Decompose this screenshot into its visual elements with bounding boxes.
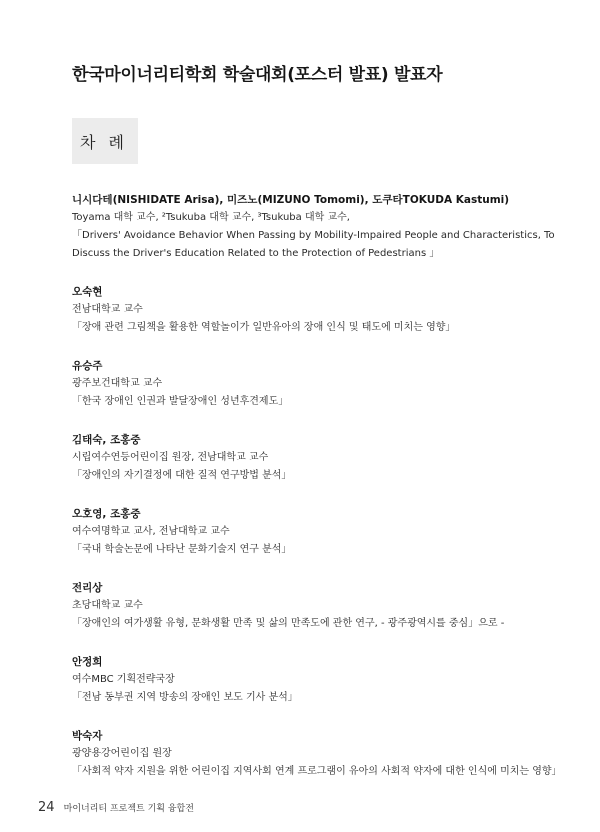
footer-text: 마이너리티 프로젝트 기획 융합전: [63, 804, 194, 814]
presenter-entry: [72, 506, 572, 559]
presenter-name: 전리상: [72, 582, 103, 594]
presenter-name: 유승주: [72, 360, 103, 372]
page-number: 24: [38, 800, 55, 815]
presentation-title: 「장애인의 자기결정에 대한 질적 연구방법 분석」: [72, 470, 292, 481]
presenter-affiliation: Toyama 대학 교수, ²Tsukuba 대학 교수, ³Tsukuba 대학 교수,: [72, 212, 350, 223]
presenter-name: 오호영, 조홍중: [72, 508, 141, 520]
presenter-affiliation: 전남대학교 교수: [72, 304, 143, 315]
presenter-affiliation: 초당대학교 교수: [72, 600, 143, 611]
presenter-list: [72, 192, 572, 802]
presenter-name: 오숙현: [72, 286, 103, 298]
page-title: 한국마이너리티학회 학술대회(포스터 발표) 발표자: [72, 65, 443, 85]
presentation-title: 「Drivers' Avoidance Behavior When Passing by Mobility-Impaired People and Characteristics, To Discuss the Driver's Education Related to the Protection of Pedestrians 」: [72, 230, 555, 259]
page-footer: [38, 796, 194, 815]
presenter-entry: [72, 432, 572, 485]
presenter-affiliation: 여수여명학교 교사, 전남대학교 교수: [72, 526, 230, 537]
presenter-name: 박숙자: [72, 730, 103, 742]
presentation-title: 「장애 관련 그림책을 활용한 역할놀이가 일반유아의 장애 인식 및 태도에 미치는 영향」: [72, 322, 456, 333]
presentation-title: 「전남 동부권 지역 방송의 장애인 보도 기사 분석」: [72, 692, 298, 703]
presentation-title: 「장애인의 여가생활 유형, 문화생활 만족 및 삶의 만족도에 관한 연구, - 광주광역시를 중심」으로 -: [72, 618, 505, 629]
presenter-affiliation: 시립여수연등어린이집 원장, 전남대학교 교수: [72, 452, 269, 463]
presentation-title: 「국내 학술논문에 나타난 문화기술지 연구 분석」: [72, 544, 292, 555]
presenter-entry: [72, 728, 572, 781]
presenter-entry: [72, 192, 572, 263]
toc-label: 차 례: [80, 133, 128, 152]
presenter-name: 김태숙, 조홍중: [72, 434, 141, 446]
presenter-name: 안정희: [72, 656, 103, 668]
presenter-affiliation: 여수MBC 기획전략국장: [72, 674, 175, 685]
presenter-name: 니시다테(NISHIDATE Arisa), 미즈노(MIZUNO Tomomi), 도쿠타TOKUDA Kastumi): [72, 194, 510, 206]
presentation-title: 「한국 장애인 인권과 발달장애인 성년후견제도」: [72, 396, 289, 407]
presenter-entry: [72, 580, 572, 633]
presenter-affiliation: 광양용강어린이집 원장: [72, 748, 172, 759]
presenter-entry: [72, 358, 572, 411]
presenter-affiliation: 광주보건대학교 교수: [72, 378, 163, 389]
presentation-title: 「사회적 약자 지원을 위한 어린이집 지역사회 연계 프로그램이 유아의 사회적 약자에 대한 인식에 미치는 영향」: [72, 766, 562, 777]
presenter-entry: [72, 654, 572, 707]
presenter-entry: [72, 284, 572, 337]
